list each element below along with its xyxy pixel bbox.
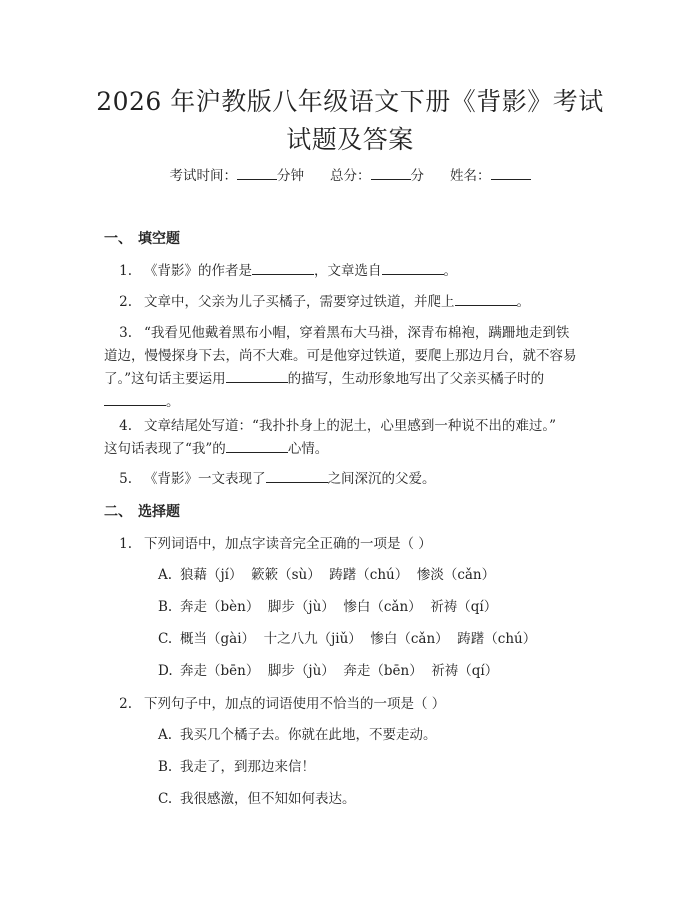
fill-question-2 — [104, 291, 600, 314]
question-number: 1. — [119, 263, 132, 279]
fill-question-5 — [104, 468, 600, 491]
question-number: 1. — [119, 536, 132, 552]
question-text: 《背影》的作者是 — [144, 263, 252, 279]
option-text: 我走了，到那边来信！ — [180, 759, 315, 775]
question-text: 文章中，父亲为儿子买橘子，需要穿过铁道，并爬上 — [144, 294, 455, 310]
option-label: B. — [158, 759, 173, 775]
section-heading-fill — [104, 229, 180, 249]
answer-blank — [226, 438, 288, 453]
question-text: 道边，慢慢探身下去，尚不大难。可是他穿过铁道，要爬上那边月台，就不容易 — [104, 348, 577, 364]
fill-question-1 — [104, 260, 600, 283]
option-label: A. — [158, 567, 173, 583]
answer-blank — [455, 291, 517, 306]
document-title-line1: 2026 年沪教版八年级语文下册《背影》考试 — [96, 87, 604, 116]
option-text: 奔走（bèn） 脚步（jù） 惨白（cǎn） 祈祷（qí） — [180, 599, 498, 615]
section-label: 选择题 — [138, 504, 180, 520]
answer-blank — [226, 368, 288, 383]
option-text: 概当（gài） 十之八九（jiǔ） 惨白（cǎn） 踌躇（chú） — [180, 631, 537, 647]
question-text: 。 — [516, 294, 530, 310]
exam-info-line — [0, 166, 700, 186]
answer-blank — [382, 260, 444, 275]
option-b — [158, 597, 497, 617]
option-text: 奔走（bēn） 脚步（jù） 奔走（bēn） 祈祷（qí） — [180, 663, 499, 679]
question-text: 心情。 — [287, 441, 329, 457]
option-a — [158, 725, 437, 745]
section-number: 二、 — [104, 504, 132, 520]
question-text: 。 — [443, 263, 457, 279]
option-text: 我很感激，但不知如何表达。 — [180, 791, 356, 807]
option-c — [158, 629, 536, 649]
question-text: “我看见他戴着黑布小帽，穿着黑布大马褂，深青布棉袍，蹒跚地走到铁 — [144, 325, 570, 341]
question-number: 2. — [119, 294, 132, 310]
choice-question-2 — [104, 693, 600, 716]
question-text: 。 — [166, 394, 180, 410]
score-label: 总分： — [330, 168, 371, 184]
option-d — [158, 661, 498, 681]
option-label: A. — [158, 727, 173, 743]
question-text: ，文章选自 — [314, 263, 382, 279]
option-a — [158, 565, 495, 585]
option-label: D. — [158, 663, 173, 679]
question-text: 《背影》一文表现了 — [144, 471, 266, 487]
fill-question-4 — [104, 415, 600, 461]
option-label: C. — [158, 631, 173, 647]
section-heading-choice — [104, 502, 180, 522]
question-stem: 下列句子中，加点的词语使用不恰当的一项是（ ） — [144, 696, 446, 712]
answer-blank — [104, 391, 166, 406]
question-text: 了。”这句话主要运用 — [104, 371, 226, 387]
question-text: 文章结尾处写道：“我扑扑身上的泥土，心里感到一种说不出的难过。” — [144, 418, 557, 434]
name-label: 姓名： — [450, 168, 491, 184]
question-stem: 下列词语中，加点字读音完全正确的一项是（ ） — [144, 536, 432, 552]
question-number: 3. — [119, 325, 132, 341]
choice-question-1 — [104, 533, 600, 556]
option-c — [158, 789, 356, 809]
fill-question-3 — [104, 322, 600, 414]
answer-blank — [266, 468, 328, 483]
question-text: 之间深沉的父爱。 — [327, 471, 436, 487]
section-number: 一、 — [104, 231, 132, 247]
score-blank — [371, 167, 411, 180]
time-blank — [237, 167, 277, 180]
question-number: 4. — [119, 418, 132, 434]
document-title-line2: 试题及答案 — [286, 125, 414, 154]
question-number: 2. — [119, 696, 132, 712]
option-text: 我买几个橘子去。你就在此地，不要走动。 — [180, 727, 437, 743]
time-unit: 分钟 — [277, 168, 304, 184]
option-label: C. — [158, 791, 173, 807]
option-text: 狼藉（jí） 簌簌（sù） 踌躇（chú） 惨淡（cǎn） — [180, 567, 496, 583]
question-text: 这句话表现了“我”的 — [104, 441, 226, 457]
option-b — [158, 757, 315, 777]
name-blank — [491, 167, 531, 180]
option-label: B. — [158, 599, 173, 615]
answer-blank — [252, 260, 314, 275]
section-label: 填空题 — [138, 231, 180, 247]
question-number: 5. — [119, 471, 132, 487]
question-text: 的描写，生动形象地写出了父亲买橘子时的 — [287, 371, 545, 387]
time-label: 考试时间： — [169, 168, 237, 184]
score-unit: 分 — [410, 168, 424, 184]
